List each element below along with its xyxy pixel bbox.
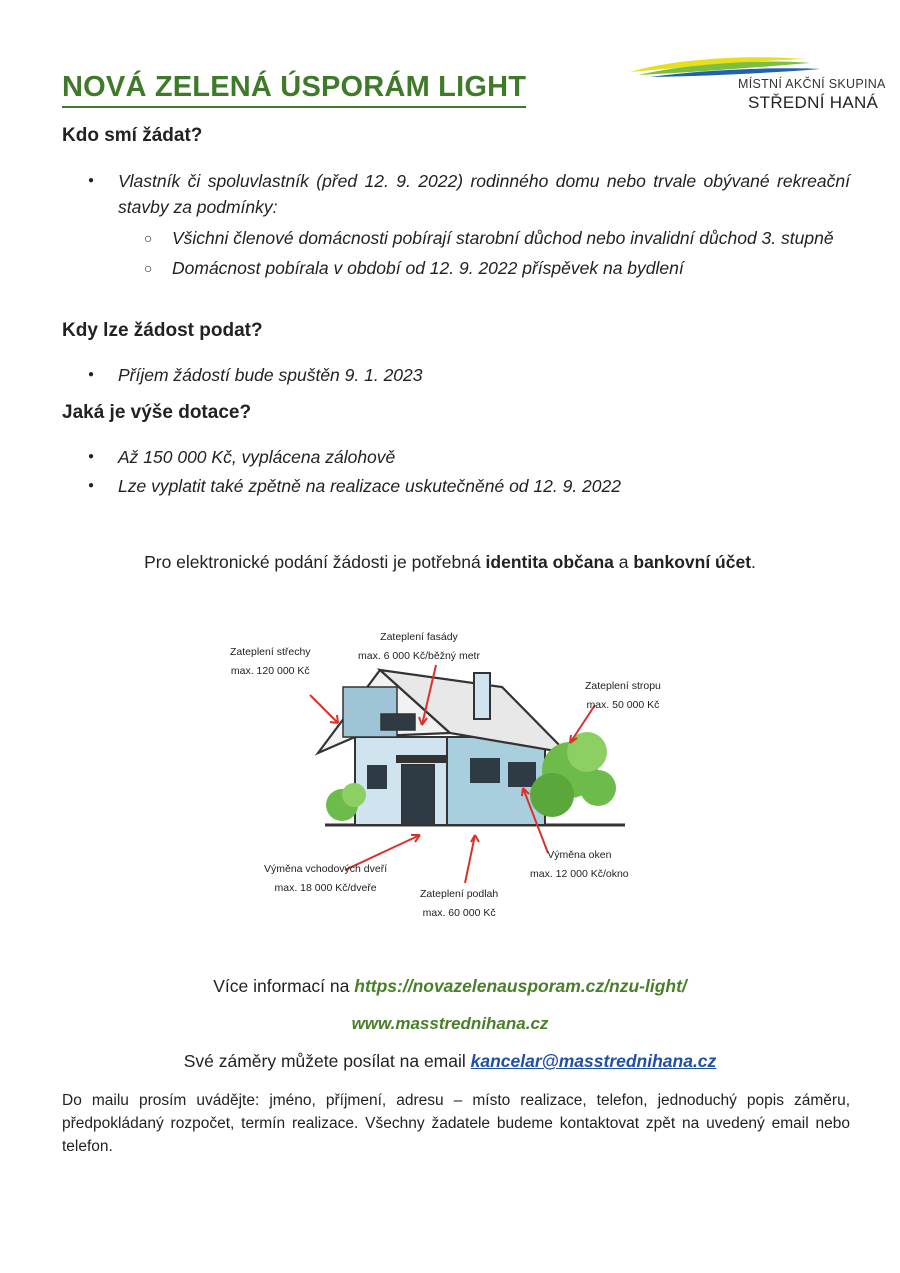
email-prefix: Své záměry můžete posílat na email bbox=[183, 1051, 471, 1071]
page-title: NOVÁ ZELENÁ ÚSPORÁM LIGHT bbox=[62, 70, 526, 108]
logo-line-2: STŘEDNÍ HANÁ bbox=[748, 93, 879, 112]
nzu-light-link[interactable]: https://novazelenausporam.cz/nzu-light/ bbox=[354, 976, 687, 996]
email-line bbox=[0, 1051, 900, 1072]
list-item: ● Vlastník či spoluvlastník (před 12. 9. 2022) rodinného domu nebo trvale obývané rekreační stavby za podmínky: bbox=[118, 168, 850, 220]
requirements-notice bbox=[0, 552, 900, 573]
more-info-line bbox=[0, 976, 900, 997]
list-item: ○ Domácnost pobírala v období od 12. 9. 2022 příspěvek na bydlení bbox=[172, 255, 850, 281]
label-value: max. 120 000 Kč bbox=[230, 665, 310, 677]
notice-bold-account: bankovní účet bbox=[633, 552, 752, 572]
house-label-roof bbox=[230, 643, 311, 681]
more-info-prefix: Více informací na bbox=[213, 976, 355, 996]
house-label-ceiling bbox=[585, 677, 661, 715]
label-name: Zateplení podlah bbox=[420, 888, 499, 900]
label-value: max. 18 000 Kč/dveře bbox=[274, 882, 377, 894]
email-link[interactable]: kancelar@masstrednihana.cz bbox=[470, 1051, 717, 1071]
mas-logo bbox=[630, 55, 886, 117]
section-heading-amount: Jaká je výše dotace? bbox=[62, 402, 252, 423]
house-label-facade bbox=[358, 628, 480, 666]
label-name: Zateplení střechy bbox=[230, 646, 311, 658]
label-value: max. 12 000 Kč/okno bbox=[530, 868, 629, 880]
list-item: ● Lze vyplatit také zpětně na realizace uskutečněné od 12. 9. 2022 bbox=[118, 473, 850, 499]
house-illustration bbox=[230, 625, 661, 925]
section-heading-when: Kdy lze žádost podat? bbox=[62, 320, 263, 341]
notice-bold-identity: identita občana bbox=[485, 552, 614, 572]
list-item: ○ Všichni členové domácnosti pobírají starobní důchod nebo invalidní důchod 3. stupně bbox=[172, 225, 850, 251]
label-name: Výměna oken bbox=[547, 849, 612, 861]
amount-bullet-list bbox=[118, 444, 850, 499]
label-name: Zateplení fasády bbox=[380, 631, 458, 643]
house-label-windows bbox=[530, 846, 629, 884]
instructions-paragraph: Do mailu prosím uvádějte: jméno, příjmení, adresu – místo realizace, telefon, jednoduchý popis záměru, předpokládaný rozpočet, termín realizace. Všechny žadatele budeme kontaktovat zpět na uvedený email nebo telefon. bbox=[62, 1092, 850, 1155]
section-heading-who: Kdo smí žádat? bbox=[62, 125, 203, 146]
website-line bbox=[0, 1014, 900, 1034]
label-value: max. 50 000 Kč bbox=[586, 699, 660, 711]
who-sub-bullet-list bbox=[172, 225, 850, 281]
label-value: max. 6 000 Kč/běžný metr bbox=[358, 650, 480, 662]
list-item: ● Příjem žádostí bude spuštěn 9. 1. 2023 bbox=[118, 362, 850, 388]
house-label-floors bbox=[420, 885, 498, 923]
who-bullet-list bbox=[118, 168, 850, 220]
notice-text-2: a bbox=[613, 552, 634, 572]
label-name: Výměna vchodových dveří bbox=[264, 863, 388, 875]
when-bullet-list bbox=[118, 362, 850, 388]
list-item: ● Až 150 000 Kč, vyplácena zálohově bbox=[118, 444, 850, 470]
logo-line-1: MÍSTNÍ AKČNÍ SKUPINA bbox=[738, 77, 886, 91]
notice-text-3: . bbox=[751, 552, 756, 572]
notice-text-1: Pro elektronické podání žádosti je potřebná bbox=[144, 552, 486, 572]
label-name: Zateplení stropu bbox=[585, 680, 661, 692]
website-link[interactable]: www.masstrednihana.cz bbox=[351, 1014, 549, 1033]
house-label-doors bbox=[264, 860, 387, 898]
label-value: max. 60 000 Kč bbox=[422, 907, 496, 919]
